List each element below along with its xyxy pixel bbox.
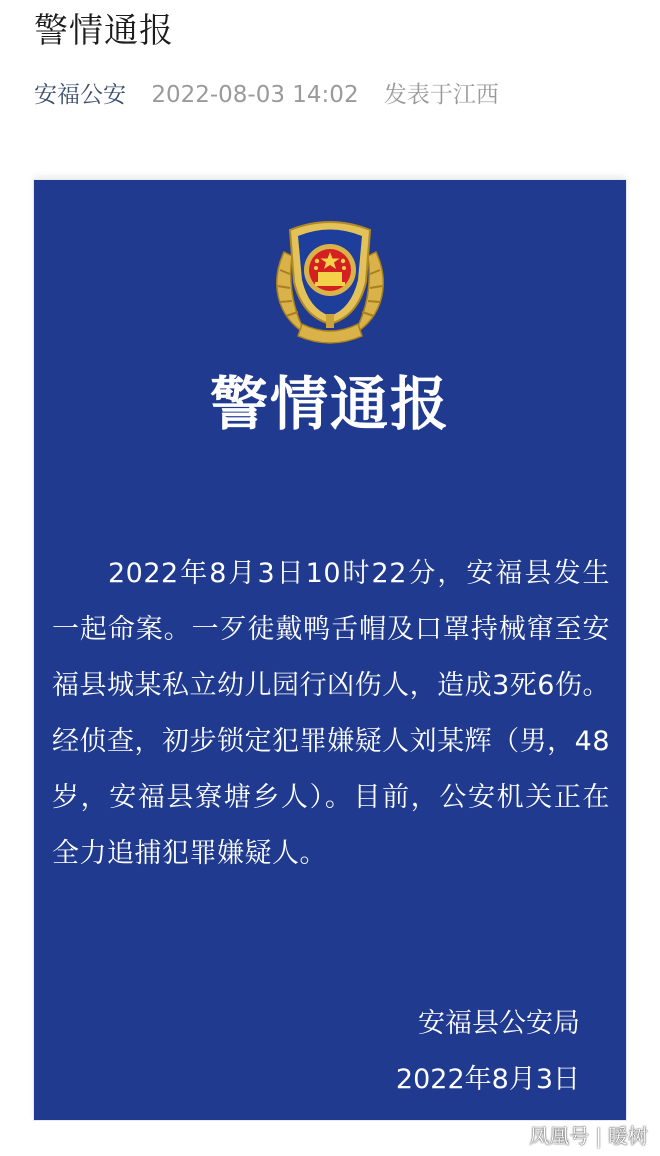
platform-name: 凤凰号 [529,1124,590,1148]
platform-watermark [529,1122,648,1150]
issue-date: 2022年8月3日 [395,1064,580,1095]
author-name: 暖树 [608,1124,648,1148]
source-account-link[interactable]: 安福公安 [34,82,126,108]
article-meta [34,78,499,112]
watermark-divider: | [595,1124,602,1148]
article-title: 警情通报 [34,11,174,51]
publish-location: 发表于江西 [383,82,499,108]
police-notice-image[interactable] [34,180,626,1120]
notice-body: 2022年8月3日10时22分，安福县发生一起命案。一歹徒戴鸭舌帽及口罩持械窜至安福县城某私立幼儿园行凶伤人，造成3死6伤。经侦查，初步锁定犯罪嫌疑人刘某辉（男，48岁，安福县寮塘乡人）。目前，公安机关正在全力追捕犯罪嫌疑人。 [52,558,610,869]
notice-title: 警情通报 [209,370,450,438]
police-emblem-icon [266,212,394,348]
notice-signature [396,996,580,1108]
publish-time: 2022-08-03 14:02 [151,82,359,108]
issuer-name: 安福县公安局 [418,1008,580,1039]
